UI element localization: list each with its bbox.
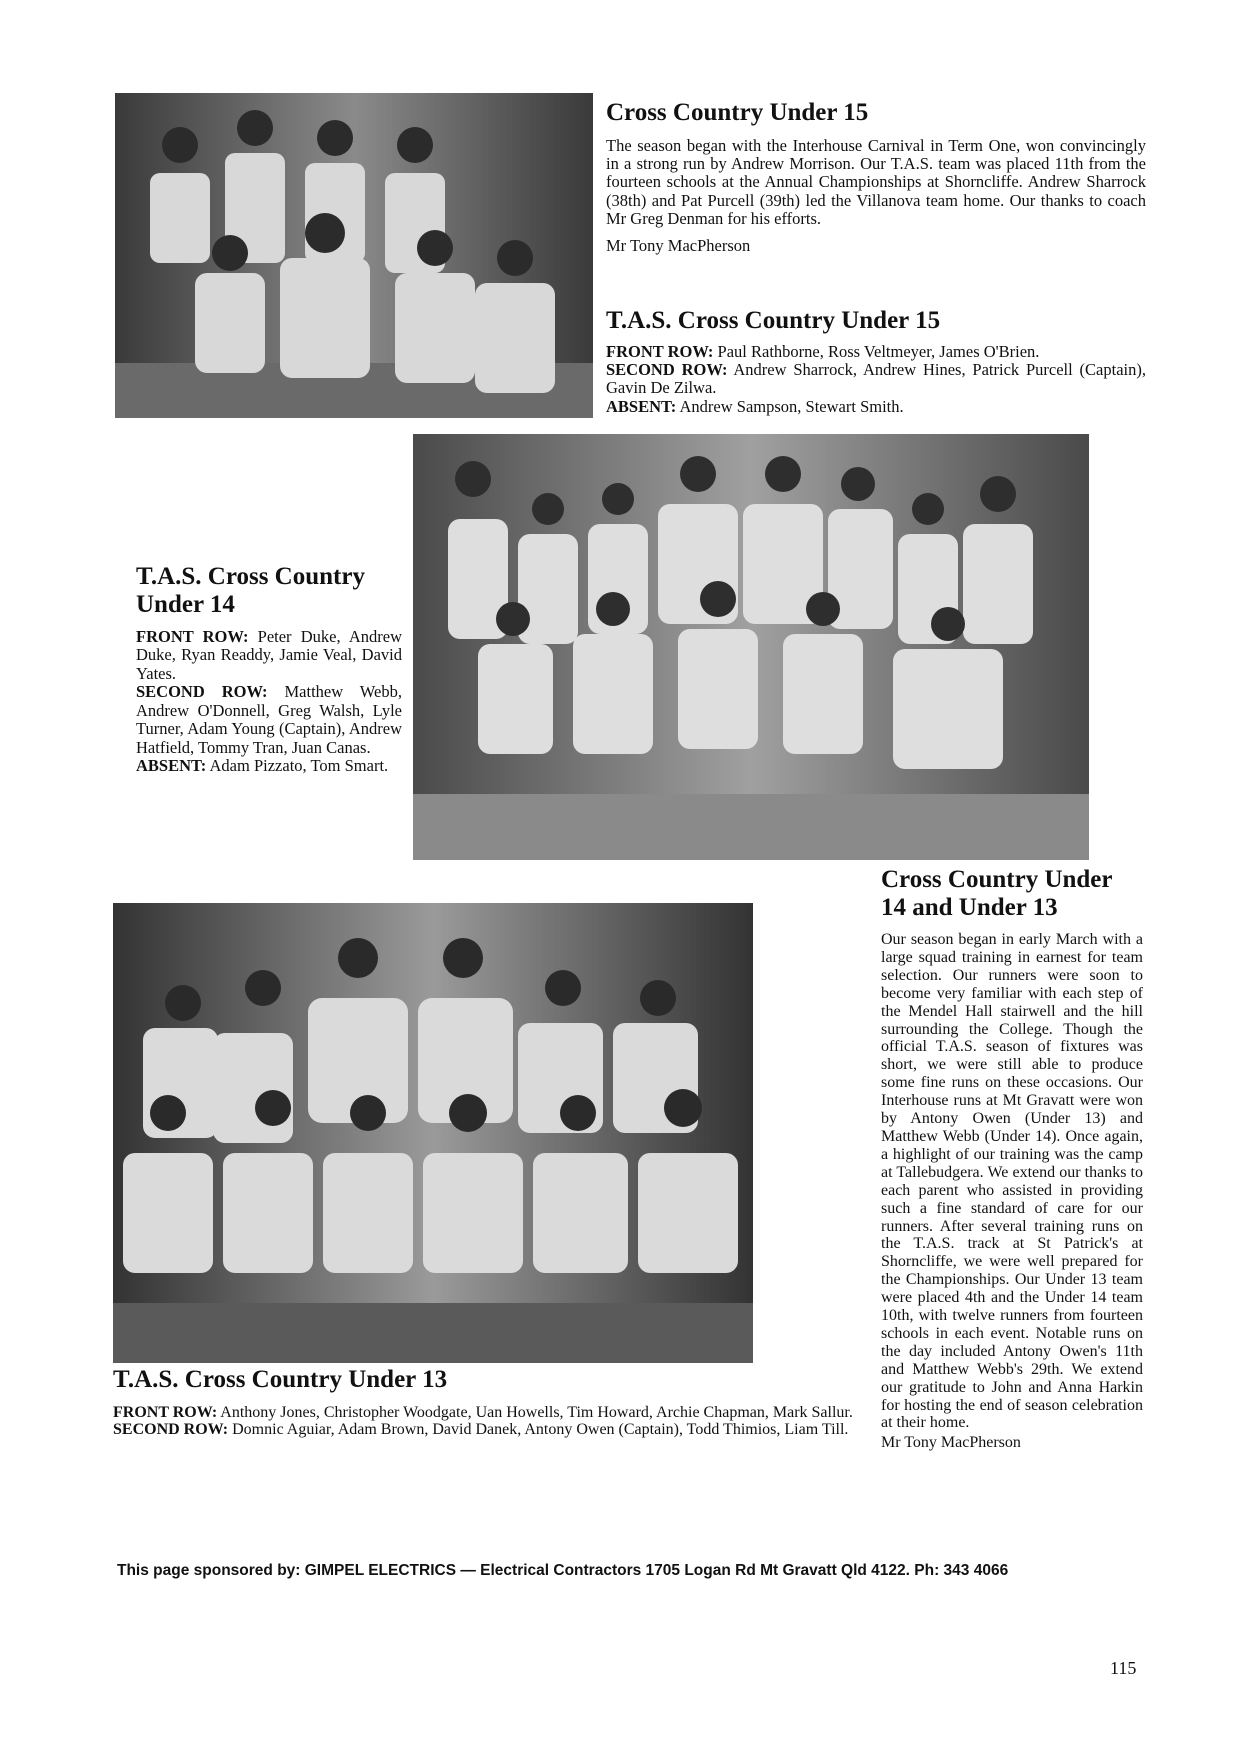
- report-under-15-author: Mr Tony MacPherson: [606, 235, 751, 255]
- team-under-15-front-row: [606, 343, 1146, 361]
- team-under-13-title: T.A.S. Cross Country Under 13: [113, 1366, 448, 1393]
- team-photo-under-14: [413, 434, 1089, 860]
- front-row-names: Anthony Jones, Christopher Woodgate, Uan Howells, Tim Howard, Archie Chapman, Mark Sallur.: [220, 1403, 853, 1421]
- absent-names: Andrew Sampson, Stewart Smith.: [679, 396, 904, 416]
- page-number: 115: [1110, 1658, 1137, 1678]
- team-under-15-caption: [606, 307, 1146, 416]
- report-under-15: [606, 99, 1146, 255]
- second-row-label: SECOND ROW:: [113, 1421, 229, 1439]
- team-photo-under-15: [115, 93, 593, 418]
- team-under-14-second-row: [136, 683, 402, 757]
- second-row-names: Andrew Sharrock, Andrew Hines, Patrick Purcell (Captain), Gavin De Zilwa.: [606, 359, 1146, 398]
- second-row-names: Domnic Aguiar, Adam Brown, David Danek, Antony Owen (Captain), Todd Thimios, Liam Till.: [232, 1421, 849, 1439]
- absent-label: ABSENT:: [606, 396, 677, 416]
- team-photo-under-15-graphic: [115, 93, 593, 418]
- report-under-14-13: [881, 866, 1143, 1452]
- team-photo-under-13: [113, 903, 753, 1363]
- report-under-14-13-author: Mr Tony MacPherson: [881, 1434, 1021, 1452]
- team-photo-under-13-graphic: [113, 903, 753, 1363]
- report-under-15-title: Cross Country Under 15: [606, 99, 869, 126]
- report-under-15-body: The season began with the Interhouse Carnival in Term One, won convincingly in a strong run by Andrew Morrison. Our T.A.S. team was placed 11th from the fourteen schools at the Annual Championships at Shorncliffe. Andrew Sharrock (38th) and Pat Purcell (39th) led the Villanova team home. Our thanks to coach Mr Greg Denman for his efforts.: [606, 135, 1146, 229]
- report-under-14-13-body: Our season began in early March with a large squad training in earnest for team selection. Our runners were soon to become very familiar with each step of the Mendel Hall stairwell and the hill surrounding the College. Though the official T.A.S. season of fixtures was short, we were still able to produce some fine runs on these occasions. Our Interhouse runs at Mt Gravatt were won by Antony Owen (Under 13) and Matthew Webb (Under 14). Once again, a highlight of our training was the camp at Tallebudgera. We extend our thanks to each parent who assisted in providing such a fine standard of care for our runners. After several training runs on the T.A.S. track at St Patrick's at Shorncliffe, we were well prepared for the Championships. Our Under 13 team were placed 4th and the Under 14 team 10th, with twelve runners from fourteen schools in each event. Notable runs on the day included Antony Owen's 11th and Matthew Webb's 29th. We extend our gratitude to John and Anna Harkin for hosting the end of season celebration at their home.: [881, 931, 1143, 1432]
- front-row-label: FRONT ROW:: [606, 341, 714, 361]
- second-row-label: SECOND ROW:: [606, 359, 728, 379]
- team-under-13-front-row: [113, 1404, 858, 1422]
- second-row-label: SECOND ROW:: [136, 682, 268, 702]
- front-row-names: Paul Rathborne, Ross Veltmeyer, James O'Brien.: [717, 341, 1040, 361]
- front-row-label: FRONT ROW:: [113, 1403, 218, 1421]
- second-row-names: Matthew Webb, Andrew O'Donnell, Greg Walsh, Lyle Turner, Adam Young (Captain), Andrew Hatfield, Tommy Tran, Juan Canas.: [136, 682, 402, 757]
- team-photo-under-14-graphic: [413, 434, 1089, 860]
- team-under-13-second-row: [113, 1421, 858, 1439]
- team-under-15-second-row: [606, 361, 1146, 398]
- team-under-15-absent: [606, 398, 1146, 416]
- front-row-label: FRONT ROW:: [136, 627, 249, 646]
- absent-label: ABSENT:: [136, 756, 207, 776]
- team-under-15-title: T.A.S. Cross Country Under 15: [606, 307, 941, 334]
- team-under-13-caption: [113, 1366, 858, 1439]
- report-under-14-13-title: Cross Country Under 14 and Under 13: [881, 866, 1113, 921]
- sponsor-footer: This page sponsored by: GIMPEL ELECTRICS — Electrical Contractors 1705 Logan Rd Mt Gravatt Qld 4122. Ph: 343 4066: [117, 1562, 1009, 1579]
- absent-names: Adam Pizzato, Tom Smart.: [209, 756, 389, 776]
- front-row-names: Peter Duke, Andrew Duke, Ryan Readdy, Jamie Veal, David Yates.: [136, 627, 402, 683]
- team-under-14-title: T.A.S. Cross Country Under 14: [136, 563, 365, 618]
- team-under-14-front-row: [136, 628, 402, 683]
- team-under-14-caption: [136, 563, 402, 776]
- team-under-14-absent: [136, 757, 402, 775]
